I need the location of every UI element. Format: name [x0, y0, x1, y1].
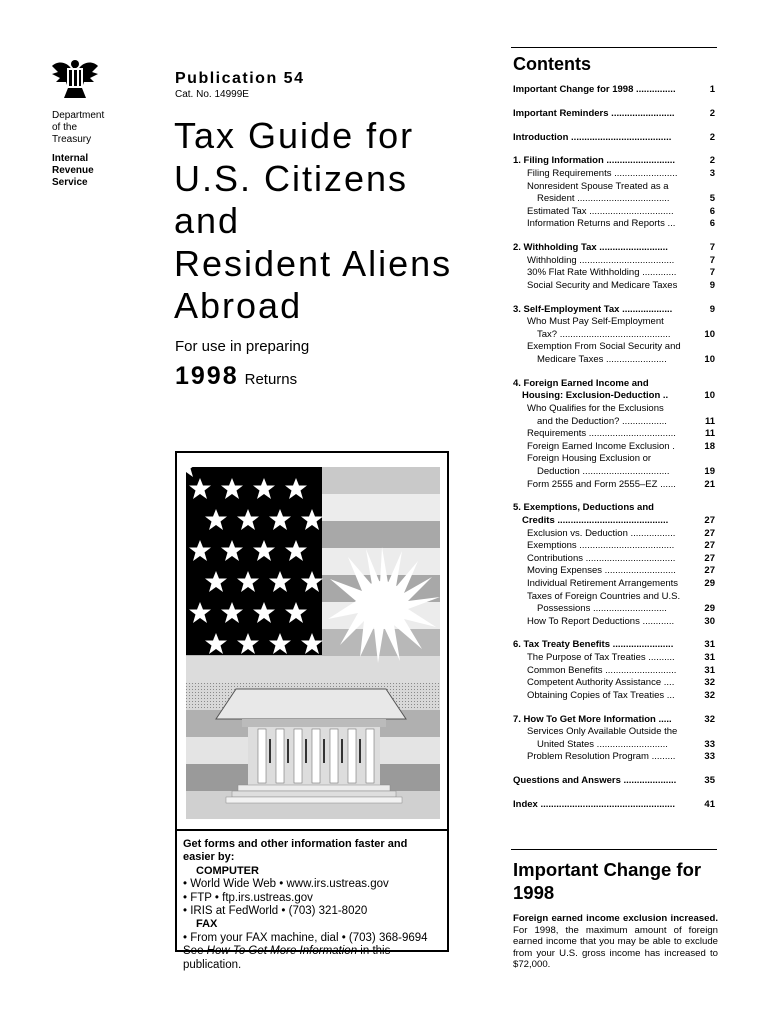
- title-line: U.S. Citizens: [174, 157, 409, 199]
- toc-entry[interactable]: [513, 242, 717, 255]
- toc-entry-text: 6. Tax Treaty Benefits: [513, 639, 610, 651]
- toc-entry-text: Tax?: [537, 328, 558, 340]
- toc-entry[interactable]: [513, 616, 717, 629]
- toc-page-number: 35: [704, 775, 715, 787]
- web-line[interactable]: • World Wide Web • www.irs.ustreas.gov: [183, 878, 389, 891]
- toc-entry[interactable]: [513, 652, 717, 665]
- cover-illustration: [175, 451, 449, 831]
- toc-page-number: 32: [704, 713, 715, 725]
- toc-entry-text: Social Security and Medicare Taxes: [527, 279, 678, 291]
- fax-label: FAX: [196, 918, 218, 931]
- toc-page-number: 31: [704, 652, 715, 664]
- toc-leader-dots: ...: [664, 689, 675, 701]
- toc-entry-text: Individual Retirement Arrangements: [527, 577, 679, 589]
- toc-page-number: 27: [704, 527, 715, 539]
- toc-page-number: 33: [704, 751, 715, 763]
- toc-entry-text: Exclusion vs. Deduction: [527, 527, 628, 539]
- toc-page-number: 9: [709, 303, 715, 315]
- toc-entry[interactable]: [513, 267, 717, 280]
- see-reference: How To Get More Information: [206, 945, 358, 958]
- toc-entry-text: Exemptions: [527, 540, 577, 552]
- toc-entry[interactable]: [513, 206, 717, 219]
- see-suffix: in this publication.: [183, 945, 391, 971]
- flag-building-artwork: [186, 467, 440, 819]
- toc-leader-dots: ...........................: [601, 565, 676, 577]
- toc-page-number: 21: [704, 478, 715, 490]
- toc-leader-dots: ........................: [611, 167, 678, 179]
- toc-leader-dots: ........................: [608, 107, 675, 119]
- toc-page-number: 2: [709, 131, 715, 143]
- irs-eagle-logo: [48, 58, 102, 102]
- toc-entry[interactable]: [513, 108, 717, 121]
- toc-page-number: 29: [704, 577, 715, 589]
- toc-entry-text: Obtaining Copies of Tax Treaties: [527, 689, 665, 701]
- toc-entry[interactable]: [513, 639, 717, 652]
- toc-entry-text: 30% Flat Rate Withholding: [527, 267, 640, 279]
- title-line: Resident Aliens: [174, 242, 453, 284]
- toc-leader-dots: .................: [627, 527, 676, 539]
- toc-leader-dots: ..........................................: [557, 328, 671, 340]
- toc-leader-dots: .........: [648, 751, 676, 763]
- toc-leader-dots: ..................................: [582, 552, 676, 564]
- toc-entry[interactable]: [513, 591, 717, 604]
- see-prefix: See: [183, 945, 204, 958]
- toc-entry[interactable]: [513, 479, 717, 492]
- contents-top-rule: [511, 47, 717, 48]
- important-change-lead: Foreign earned income exclusion increased.: [513, 913, 718, 924]
- toc-entry-text: Problem Resolution Program: [527, 751, 649, 763]
- fax-line: • From your FAX machine, dial • (703) 368-9694: [183, 931, 428, 944]
- toc-leader-dots: .............: [639, 267, 677, 279]
- department-line-1: Department: [52, 110, 105, 121]
- toc-entry[interactable]: [513, 677, 717, 690]
- toc-entry-text: Requirements: [527, 428, 587, 440]
- toc-entry-text: 5. Exemptions, Deductions and: [513, 502, 654, 514]
- toc-entry[interactable]: [513, 751, 717, 764]
- toc-page-number: 27: [704, 565, 715, 577]
- service-line-2: Revenue: [52, 165, 94, 176]
- toc-entry[interactable]: [513, 168, 717, 181]
- toc-page-number: 27: [704, 514, 715, 526]
- toc-entry-text: Common Benefits: [527, 664, 603, 676]
- forms-info-box: [175, 831, 449, 971]
- contents-heading: Contents: [513, 54, 591, 74]
- toc-entry-text: Who Must Pay Self-Employment: [527, 316, 664, 328]
- toc-page-number: 6: [709, 218, 715, 230]
- toc-page-number: 18: [704, 440, 715, 452]
- toc-page-number: 9: [709, 279, 715, 291]
- toc-page-number: 29: [704, 603, 715, 615]
- tax-year: [175, 362, 297, 391]
- toc-leader-dots: .....: [655, 713, 672, 725]
- toc-page-number: 5: [709, 193, 715, 205]
- toc-entry-text: Contributions: [527, 552, 583, 564]
- toc-page-number: 11: [704, 428, 715, 440]
- toc-leader-dots: ............: [639, 615, 675, 627]
- toc-entry-text: and the Deduction?: [537, 415, 620, 427]
- toc-entry[interactable]: [513, 416, 717, 429]
- year-number: 1998: [175, 362, 239, 390]
- toc-entry[interactable]: [513, 799, 717, 812]
- toc-page-number: 3: [709, 167, 715, 179]
- toc-leader-dots: ..........................................: [554, 514, 669, 526]
- ftp-line[interactable]: • FTP • ftp.irs.ustreas.gov: [183, 891, 313, 904]
- toc-leader-dots: ................................: [586, 205, 674, 217]
- toc-page-number: 10: [704, 354, 715, 366]
- toc-entry[interactable]: [513, 739, 717, 752]
- toc-entry-text: 4. Foreign Earned Income and: [513, 377, 649, 389]
- title-line: and: [174, 200, 241, 241]
- toc-leader-dots: ...................: [619, 303, 673, 315]
- toc-leader-dots: ......: [657, 478, 676, 490]
- toc-entry[interactable]: [513, 218, 717, 231]
- iris-line: • IRIS at FedWorld • (703) 321-8020: [183, 905, 368, 918]
- toc-page-number: 19: [704, 465, 715, 477]
- toc-entry[interactable]: [513, 528, 717, 541]
- toc-entry[interactable]: [513, 502, 717, 515]
- toc-leader-dots: ....................................: [576, 540, 675, 552]
- table-of-contents: [513, 84, 717, 812]
- catalog-number: Cat. No. 14999E: [175, 89, 249, 100]
- toc-entry[interactable]: [513, 193, 717, 206]
- toc-page-number: 1: [709, 84, 715, 95]
- toc-leader-dots: ......................................: [568, 131, 672, 143]
- toc-entry[interactable]: [513, 726, 717, 739]
- toc-entry-text: Information Returns and Reports: [527, 218, 665, 230]
- toc-entry[interactable]: [513, 690, 717, 703]
- publication-number: Publication 54: [175, 70, 305, 87]
- toc-leader-dots: .: [669, 440, 675, 452]
- toc-page-number: 10: [704, 328, 715, 340]
- toc-entry[interactable]: [513, 255, 717, 268]
- toc-entry-text: 2. Withholding Tax: [513, 242, 597, 254]
- toc-entry[interactable]: [513, 280, 717, 293]
- department-line-3: Treasury: [52, 134, 92, 145]
- toc-entry-text: Questions and Answers: [513, 775, 621, 787]
- toc-page-number: 32: [704, 689, 715, 701]
- toc-entry[interactable]: [513, 553, 717, 566]
- toc-page-number: 31: [704, 639, 715, 651]
- toc-entry[interactable]: [513, 403, 717, 416]
- toc-page-number: 11: [704, 415, 715, 427]
- toc-entry[interactable]: [513, 378, 717, 391]
- toc-entry-text: Important Reminders: [513, 107, 609, 119]
- toc-entry[interactable]: [513, 304, 717, 317]
- toc-entry[interactable]: [513, 341, 717, 354]
- toc-entry-text: Moving Expenses: [527, 565, 602, 577]
- toc-entry[interactable]: [513, 84, 717, 97]
- toc-entry-text: Deduction: [537, 465, 580, 477]
- important-change-heading: Important Change for 1998: [513, 859, 702, 903]
- year-suffix: Returns: [244, 371, 298, 388]
- toc-entry[interactable]: [513, 329, 717, 342]
- toc-leader-dots: ...........................: [602, 664, 677, 676]
- toc-leader-dots: ..........................: [603, 155, 676, 167]
- toc-leader-dots: ....: [661, 677, 675, 689]
- toc-leader-dots: .................: [619, 415, 667, 427]
- toc-entry-text: Possessions: [537, 603, 591, 615]
- toc-entry-text: Exemption From Social Security and: [527, 341, 681, 353]
- forms-box-header: Get forms and other information faster and easier by:: [183, 838, 408, 864]
- toc-entry-text: United States: [537, 738, 595, 750]
- toc-leader-dots: ...............: [633, 84, 676, 95]
- toc-page-number: 7: [709, 254, 715, 266]
- service-line-1: Internal: [52, 153, 89, 164]
- toc-entry[interactable]: [513, 316, 717, 329]
- toc-page-number: 2: [709, 107, 715, 119]
- toc-leader-dots: ....................................: [576, 254, 675, 266]
- toc-entry[interactable]: [513, 565, 717, 578]
- toc-leader-dots: .................................: [579, 465, 670, 477]
- title-line: Tax Guide for: [174, 115, 415, 156]
- toc-leader-dots: .......................: [603, 354, 667, 366]
- toc-entry[interactable]: [513, 714, 717, 727]
- toc-entry[interactable]: [513, 428, 717, 441]
- toc-page-number: 2: [709, 155, 715, 167]
- toc-entry-text: 3. Self-Employment Tax: [513, 303, 620, 315]
- toc-entry[interactable]: [513, 466, 717, 479]
- toc-leader-dots: ...................................................: [537, 798, 676, 810]
- toc-entry[interactable]: [513, 441, 717, 454]
- toc-entry-text: Form 2555 and Form 2555–EZ: [527, 478, 658, 490]
- toc-page-number: 7: [709, 267, 715, 279]
- agency-block: [52, 110, 104, 189]
- toc-entry-text: Who Qualifies for the Exclusions: [527, 403, 664, 414]
- service-line-3: Service: [52, 177, 88, 188]
- toc-entry[interactable]: [513, 132, 717, 145]
- toc-entry-text: Index: [513, 798, 538, 810]
- toc-leader-dots: ...: [664, 218, 676, 230]
- toc-entry[interactable]: [513, 578, 717, 591]
- toc-leader-dots: ...................................: [574, 193, 670, 205]
- toc-entry[interactable]: [513, 603, 717, 616]
- toc-entry-text: Medicare Taxes: [537, 354, 604, 366]
- toc-entry-text: Filing Requirements: [527, 167, 612, 179]
- toc-entry[interactable]: [513, 540, 717, 553]
- toc-page-number: 32: [704, 677, 715, 689]
- toc-entry-text: 7. How To Get More Information: [513, 713, 656, 725]
- section-rule: [511, 849, 717, 850]
- toc-entry-text: How To Report Deductions: [527, 615, 640, 627]
- toc-leader-dots: ............................: [590, 603, 667, 615]
- toc-entry[interactable]: [513, 155, 717, 168]
- computer-label: COMPUTER: [196, 864, 259, 877]
- toc-page-number: 27: [704, 552, 715, 564]
- toc-entry-text: Housing: Exclusion-Deduction: [522, 390, 661, 402]
- toc-entry-text: Credits: [522, 514, 555, 526]
- toc-entry-text: Taxes of Foreign Countries and U.S.: [527, 590, 681, 602]
- title-line: Abroad: [174, 285, 303, 326]
- toc-entry[interactable]: [513, 775, 717, 788]
- toc-page-number: 31: [704, 664, 715, 676]
- toc-entry-text: The Purpose of Tax Treaties: [527, 652, 646, 664]
- toc-page-number: 7: [709, 242, 715, 254]
- toc-leader-dots: ...........................: [594, 738, 668, 750]
- toc-entry-text: 1. Filing Information: [513, 155, 604, 167]
- toc-entry-text: Foreign Earned Income Exclusion: [527, 440, 670, 452]
- important-change-body: For 1998, the maximum amount of foreign earned income that you may be able to exclude from your U.S. gross income has increased to $72,000.: [513, 924, 718, 971]
- important-change-paragraph: [513, 913, 718, 971]
- toc-entry-text: Nonresident Spouse Treated as a: [527, 180, 669, 192]
- for-use-text: For use in preparing: [175, 338, 310, 355]
- toc-entry-text: Competent Authority Assistance: [527, 677, 662, 689]
- toc-leader-dots: ..: [660, 390, 669, 402]
- toc-entry-text: Important Change for 1998: [513, 84, 634, 95]
- toc-leader-dots: .................................: [586, 428, 676, 440]
- toc-entry[interactable]: [513, 354, 717, 367]
- toc-entry-text: Resident: [537, 193, 575, 205]
- toc-entry[interactable]: [513, 665, 717, 678]
- toc-entry-text: Foreign Housing Exclusion or: [527, 453, 652, 465]
- toc-entry[interactable]: [513, 515, 717, 528]
- toc-entry-text: Introduction: [513, 131, 569, 143]
- toc-page-number: 33: [704, 738, 715, 750]
- toc-page-number: 10: [704, 390, 715, 402]
- toc-leader-dots: ....................: [620, 775, 677, 787]
- toc-entry-text: Estimated Tax: [527, 205, 587, 217]
- toc-page-number: 41: [704, 798, 715, 810]
- toc-page-number: 30: [704, 615, 715, 627]
- toc-leader-dots: ..........................: [596, 242, 668, 254]
- toc-leader-dots: ..........: [645, 652, 675, 664]
- toc-entry-text: Withholding: [527, 254, 577, 266]
- department-line-2: of the: [52, 122, 78, 133]
- toc-entry[interactable]: [513, 390, 717, 403]
- publication-title: [174, 115, 452, 328]
- toc-page-number: 27: [704, 540, 715, 552]
- toc-entry[interactable]: [513, 181, 717, 194]
- see-line: [183, 945, 441, 972]
- toc-entry-text: Services Only Available Outside the: [527, 726, 678, 738]
- toc-leader-dots: .......................: [609, 639, 674, 651]
- toc-page-number: 6: [709, 205, 715, 217]
- toc-entry[interactable]: [513, 453, 717, 466]
